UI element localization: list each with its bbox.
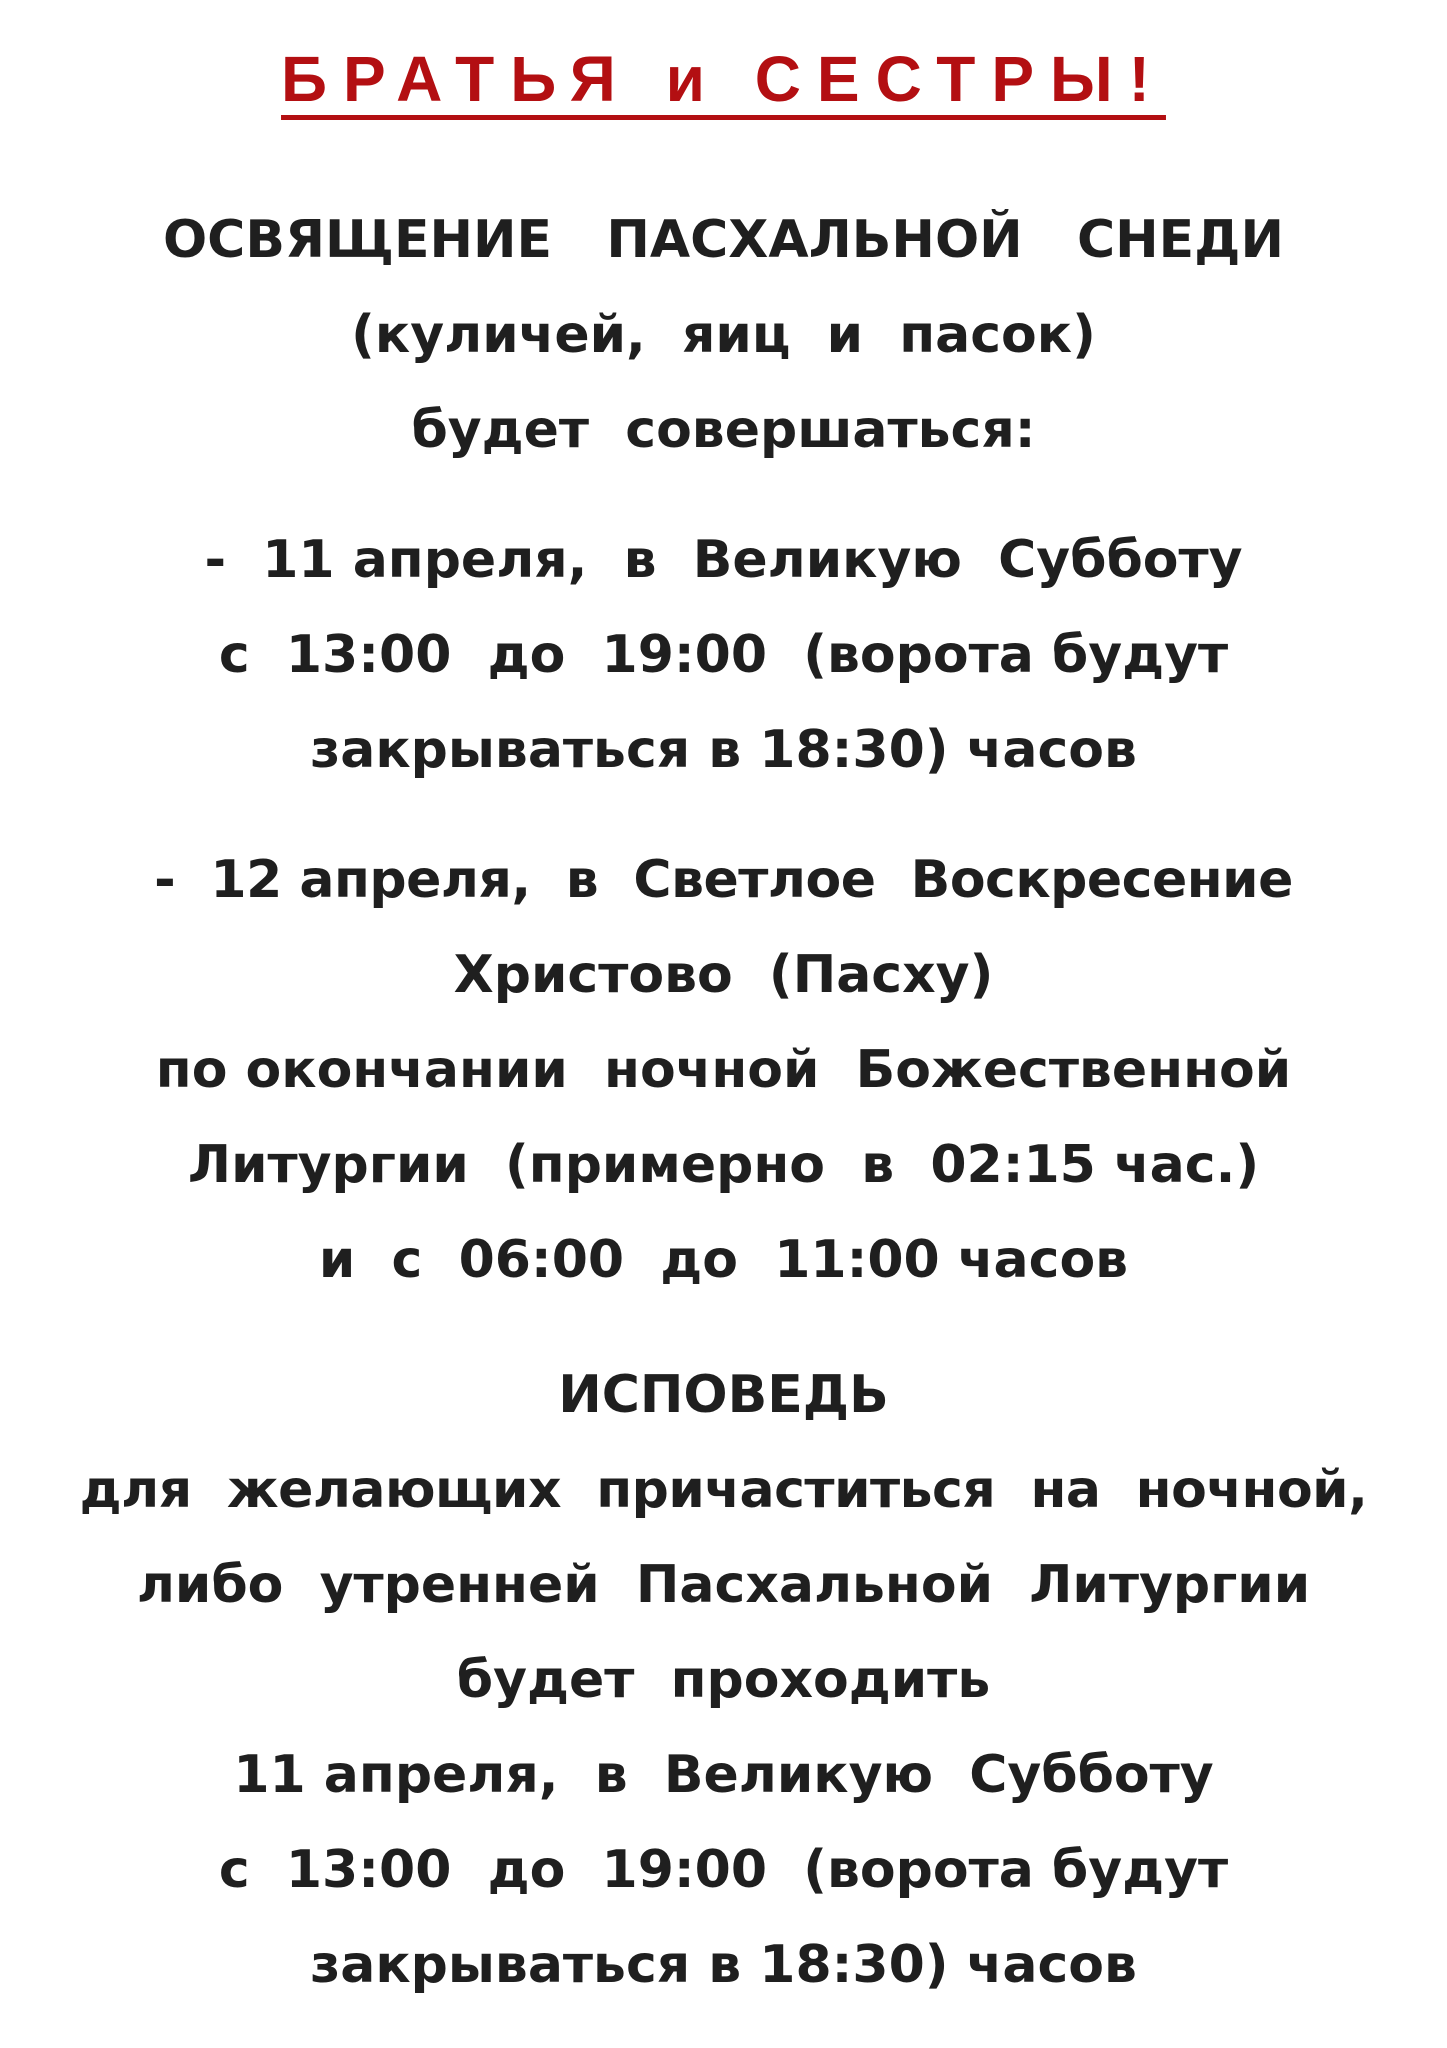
blessing-heading: ОСВЯЩЕНИЕ ПАСХАЛЬНОЙ СНЕДИ	[162, 210, 1285, 270]
confession-heading: ИСПОВЕДЬ	[558, 1365, 889, 1425]
sunday-morning-time-line: и с 06:00 до 11:00 часов	[318, 1230, 1129, 1290]
saturday-date-line: - 11 апреля, в Великую Субботу	[204, 530, 1243, 590]
sunday-liturgy-line: по окончании ночной Божественной	[155, 1040, 1292, 1100]
confession-line-1: для желающих причаститься на ночной,	[79, 1460, 1368, 1520]
confession-time-line: с 13:00 до 19:00 (ворота будут	[218, 1840, 1229, 1900]
confession-line-3: будет проходить	[456, 1650, 991, 1710]
sunday-date-line: - 12 апреля, в Светлое Воскресение	[154, 850, 1293, 910]
sunday-feast-line: Христово (Пасху)	[453, 945, 994, 1005]
confession-line-2: либо утренней Пасхальной Литургии	[136, 1555, 1311, 1615]
confession-date-line: 11 апреля, в Великую Субботу	[233, 1745, 1214, 1805]
blessing-intro: будет совершаться:	[411, 400, 1036, 460]
blessing-items: (куличей, яиц и пасок)	[351, 305, 1096, 365]
confession-closing-line: закрываться в 18:30) часов	[310, 1935, 1137, 1995]
saturday-time-line: с 13:00 до 19:00 (ворота будут	[218, 625, 1229, 685]
page-title: БРАТЬЯ и СЕСТРЫ!	[281, 43, 1166, 115]
saturday-closing-line: закрываться в 18:30) часов	[310, 720, 1137, 780]
sunday-approx-time-line: Литургии (примерно в 02:15 час.)	[187, 1135, 1260, 1195]
